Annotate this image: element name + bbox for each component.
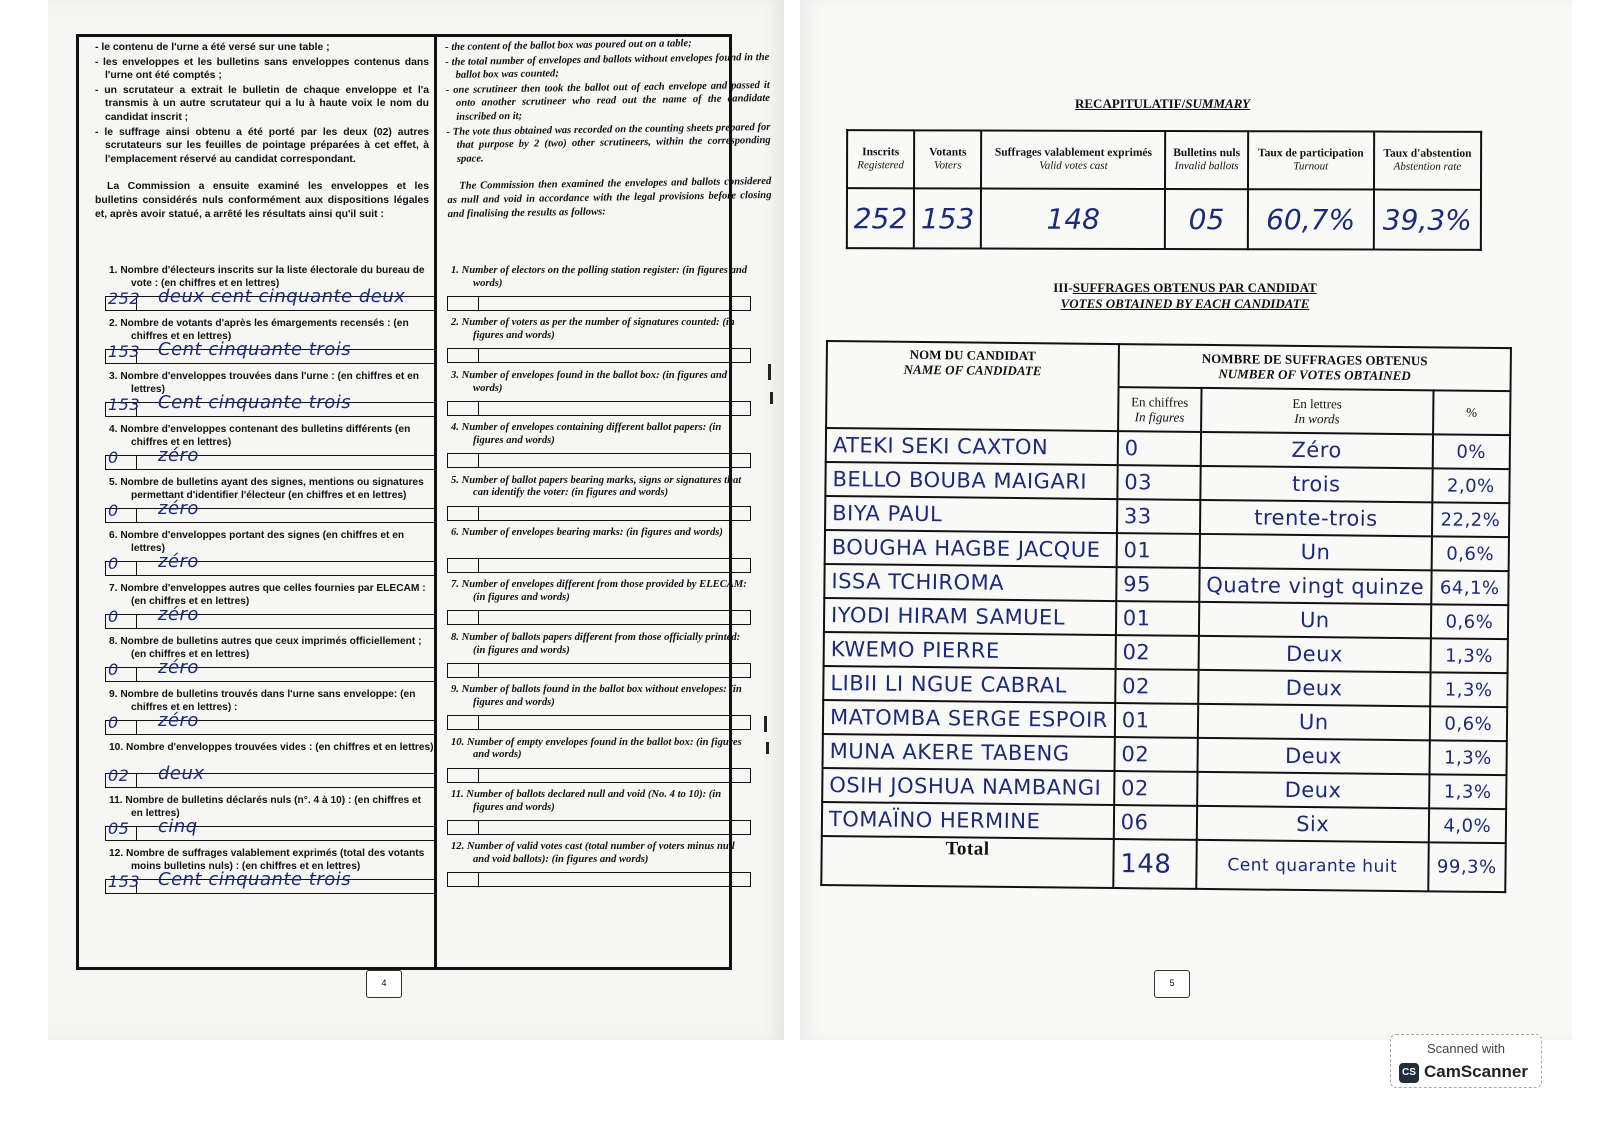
candidate-votes-words: Quatre vingt quinze xyxy=(1199,568,1431,604)
candidate-votes-words: Deux xyxy=(1198,636,1430,672)
answer-box xyxy=(447,663,751,678)
candidate-name: LIBII LI NGUE CABRAL xyxy=(823,666,1115,703)
french-bullet: - les enveloppes et les bulletins sans enveloppes contenus dans l'urne ont été comptés ; xyxy=(95,56,429,82)
page-number: 4 xyxy=(366,970,402,998)
candidate-votes-figures: 01 xyxy=(1115,703,1198,738)
french-item-label: 6. Nombre d'enveloppes portant des signes (en chiffres et en lettres) xyxy=(109,530,405,554)
english-item xyxy=(451,475,751,523)
summary-header: Inscrits Registered xyxy=(847,130,914,188)
total-label: Total xyxy=(821,836,1113,888)
english-item xyxy=(451,370,751,418)
candidate-votes-figures: 33 xyxy=(1117,499,1200,534)
total-row xyxy=(821,836,1505,892)
candidate-name: BIYA PAUL xyxy=(825,496,1117,533)
french-item-label: 3. Nombre d'enveloppes trouvées dans l'urne : (en chiffres et en lettres) xyxy=(109,371,419,395)
summary-value-valid-votes: 148 xyxy=(981,189,1165,249)
french-item-label: 5. Nombre de bulletins ayant des signes, mentions ou signatures permettant d'identifier l'électeur (en chiffres et en lettres) xyxy=(109,477,424,501)
english-item xyxy=(451,422,751,470)
summary-value-abstention: 39,3% xyxy=(1374,190,1481,250)
words-column-header: En lettres In words xyxy=(1201,387,1433,434)
summary-title-fr: RECAPITULATIF/ xyxy=(1075,96,1186,111)
handwritten-words: zéro xyxy=(158,445,199,466)
answer-box-figure-cell xyxy=(448,559,479,572)
french-item xyxy=(109,477,435,525)
candidate-votes-words: Deux xyxy=(1198,670,1430,706)
english-item-label: 8. Number of ballots papers different from those officially printed: (in figures and words) xyxy=(451,631,741,656)
handwritten-words: zéro xyxy=(158,710,199,731)
english-item xyxy=(451,789,751,837)
french-item xyxy=(109,583,435,631)
handwritten-figures: 252 xyxy=(108,289,141,308)
handwritten-figures: 0 xyxy=(108,448,119,467)
candidate-votes-words: Deux xyxy=(1197,772,1429,808)
french-item xyxy=(109,318,435,366)
summary-header-row xyxy=(847,130,1481,190)
handwritten-figures: 0 xyxy=(108,607,119,626)
candidate-votes-percent: 2,0% xyxy=(1432,468,1510,503)
answer-box xyxy=(105,657,435,682)
english-item-label: 9. Number of ballots found in the ballot box without envelopes: (in figures and words) xyxy=(451,684,742,708)
summary-header: Votants Voters xyxy=(914,130,981,188)
total-percent: 99,3% xyxy=(1428,842,1506,892)
handwritten-figures: 0 xyxy=(108,501,119,520)
french-item xyxy=(109,689,435,737)
answer-box xyxy=(105,816,435,841)
handwritten-figures: 05 xyxy=(108,819,130,838)
english-column xyxy=(445,36,772,222)
answer-box-figure-cell xyxy=(448,873,479,886)
answer-box-figure-cell xyxy=(448,716,479,729)
french-item-label: 10. Nombre d'enveloppes trouvées vides : (en chiffres et en lettres) xyxy=(109,742,434,753)
summary-value-invalid-ballots: 05 xyxy=(1165,189,1247,249)
handwritten-words: zéro xyxy=(158,657,199,678)
english-bullet: - the total number of envelopes and ballots without envelopes found in the ballot box was counted; xyxy=(445,51,770,82)
french-column xyxy=(95,41,429,222)
handwritten-figures: 153 xyxy=(108,395,141,414)
answer-box xyxy=(447,296,751,311)
candidate-votes-words: Un xyxy=(1198,704,1430,740)
candidate-votes-figures: 02 xyxy=(1114,737,1197,772)
candidate-name: KWEMO PIERRE xyxy=(824,632,1116,669)
section-number: III- xyxy=(1053,280,1073,295)
english-item xyxy=(451,841,751,889)
answer-box xyxy=(447,872,751,887)
candidate-votes-figures: 02 xyxy=(1114,771,1197,806)
english-item xyxy=(451,632,751,680)
candidate-votes-words: Un xyxy=(1200,534,1432,570)
page-number: 5 xyxy=(1154,970,1190,998)
candidate-name: MUNA AKERE TABENG xyxy=(823,734,1115,771)
summary-header: Bulletins nuls Invalid ballots xyxy=(1165,131,1247,189)
summary-header: Suffrages valablement exprimés Valid votes cast xyxy=(981,131,1165,189)
french-item xyxy=(109,742,435,790)
french-item-label: 11. Nombre de bulletins déclarés nuls (n°. 4 à 10) : (en chiffres et en lettres) xyxy=(109,795,422,819)
candidate-name: ISSA TCHIROMA xyxy=(824,564,1116,601)
candidate-votes-figures: 02 xyxy=(1115,635,1198,670)
candidate-name: TOMAÏNO HERMINE xyxy=(822,802,1114,839)
camscanner-badge xyxy=(1390,1034,1542,1088)
candidate-votes-percent: 4,0% xyxy=(1428,808,1506,843)
answer-box-figure-cell xyxy=(448,821,479,834)
french-bullet: - le contenu de l'urne a été versé sur une table ; xyxy=(95,42,330,53)
handwritten-words: deux xyxy=(158,763,205,784)
answer-box-figure-cell xyxy=(448,664,479,677)
candidate-votes-words: trois xyxy=(1200,466,1432,502)
handwritten-figures: 0 xyxy=(108,660,119,679)
french-item-label: 8. Nombre de bulletins autres que ceux imprimés officiellement ; (en chiffres et en lettres) xyxy=(109,636,422,660)
candidate-votes-percent: 1,3% xyxy=(1429,774,1507,809)
french-bullet: - le suffrage ainsi obtenu a été porté par les deux (02) autres scrutateurs sur les feuilles de pointage préparées à cet effet, à l'emplacement réservé au candidat correspondant. xyxy=(95,126,429,165)
answer-box xyxy=(447,348,751,363)
candidate-votes-percent: 1,3% xyxy=(1430,638,1508,673)
answer-box xyxy=(105,869,435,894)
answer-box xyxy=(447,768,751,783)
summary-values-row xyxy=(847,188,1481,250)
answer-box-figure-cell xyxy=(448,297,479,310)
summary-table xyxy=(846,129,1482,251)
handwritten-words: Cent cinquante trois xyxy=(158,869,352,890)
binding-mark xyxy=(764,716,767,732)
scanned-with-label: Scanned with xyxy=(1426,1041,1506,1056)
percent-column-header: % xyxy=(1433,390,1511,435)
answer-box xyxy=(105,445,435,470)
handwritten-figures: 02 xyxy=(108,766,130,785)
candidate-votes-figures: 95 xyxy=(1116,567,1199,602)
english-item-label: 10. Number of empty envelopes found in the ballot box: (in figures and words) xyxy=(451,736,742,761)
candidate-rows xyxy=(822,428,1510,843)
left-page xyxy=(48,0,784,1040)
candidate-votes-words: Six xyxy=(1197,806,1429,842)
answer-box xyxy=(105,392,435,417)
candidate-votes-percent: 0,6% xyxy=(1431,536,1509,571)
french-bullet: - un scrutateur a extrait le bulletin de chaque enveloppe et l'a transmis à un autre scrutateur qui a lu à haute voix le nom du candidat inscrit ; xyxy=(95,84,429,123)
french-item xyxy=(109,530,435,578)
candidate-votes-words: Zéro xyxy=(1201,432,1433,468)
french-item-label: 7. Nombre d'enveloppes autres que celles fournies par ELECAM : (en chiffres et en lettres) xyxy=(109,583,426,607)
french-item-label: 12. Nombre de suffrages valablement exprimés (total des votants moins bulletins nuls) : (en chiffres et en lettres) xyxy=(109,848,425,872)
french-item-label: 4. Nombre d'enveloppes contenant des bulletins différents (en chiffres et en lettres) xyxy=(109,424,411,448)
english-item-label: 11. Number of ballots declared null and void (No. 4 to 10): (in figures and words) xyxy=(451,789,722,813)
english-item-label: 4. Number of envelopes containing different ballot papers: (in figures and words) xyxy=(451,422,722,446)
candidate-votes-words: trente-trois xyxy=(1200,500,1432,536)
candidate-name: IYODI HIRAM SAMUEL xyxy=(824,598,1116,635)
french-item xyxy=(109,265,435,313)
english-item xyxy=(451,527,751,575)
camscanner-logo-icon: CS xyxy=(1399,1063,1419,1083)
answer-box xyxy=(447,820,751,835)
handwritten-figures: 0 xyxy=(108,713,119,732)
english-item-label: 6. Number of envelopes bearing marks: (in figures and words) xyxy=(451,527,723,538)
french-bullets xyxy=(95,41,429,166)
french-item xyxy=(109,795,435,843)
candidate-votes-figures: 06 xyxy=(1114,805,1197,840)
answer-box xyxy=(105,604,435,629)
french-item xyxy=(109,371,435,419)
camscanner-name: CamScanner xyxy=(1424,1062,1528,1081)
candidate-name: BOUGHA HAGBE JACQUE xyxy=(825,530,1117,567)
handwritten-figures: 0 xyxy=(108,554,119,573)
candidate-votes-figures: 01 xyxy=(1116,601,1199,636)
left-page-frame xyxy=(76,34,772,970)
answer-box-figure-cell xyxy=(448,402,479,415)
candidate-votes-words: Deux xyxy=(1197,738,1429,774)
candidate-votes-figures: 01 xyxy=(1116,533,1199,568)
candidate-name: BELLO BOUBA MAIGARI xyxy=(825,462,1117,499)
binding-mark xyxy=(768,364,771,380)
handwritten-words: Cent cinquante trois xyxy=(158,339,352,360)
answer-box xyxy=(105,551,435,576)
handwritten-words: cinq xyxy=(158,816,198,837)
binding-mark xyxy=(770,392,773,404)
summary-title xyxy=(1075,96,1250,112)
answer-box xyxy=(447,401,751,416)
answer-box xyxy=(447,715,751,730)
english-item-label: 3. Number of envelopes found in the ballot box: (in figures and words) xyxy=(451,369,728,394)
english-bullet: - one scrutineer then took the ballot out of each envelope and passed it onto another scrutineer who read out the name of the candidate inscribed on it; xyxy=(445,79,771,123)
english-bullet: - the content of the ballot box was poured out on a table; xyxy=(445,38,692,53)
handwritten-words: zéro xyxy=(158,604,199,625)
answer-box-figure-cell xyxy=(448,454,479,467)
total-words: Cent quarante huit xyxy=(1196,840,1428,891)
english-item-label: 1. Number of electors on the polling station register: (in figures and words) xyxy=(451,265,748,289)
candidate-votes-percent: 0% xyxy=(1432,434,1510,469)
english-paragraph: The Commission then examined the envelopes and ballots considered as null and void in accordance with the legal provisions before closing and finalising the results as follows: xyxy=(447,176,772,220)
french-item xyxy=(109,424,435,472)
handwritten-figures: 153 xyxy=(108,872,141,891)
votes-title-en: VOTES OBTAINED BY EACH CANDIDATE xyxy=(1060,296,1310,311)
candidate-name: OSIH JOSHUA NAMBANGI xyxy=(822,768,1114,805)
candidate-votes-figures: 0 xyxy=(1117,431,1200,466)
answer-box xyxy=(447,610,751,625)
answer-box-figure-cell xyxy=(448,769,479,782)
votes-header-row xyxy=(827,341,1511,391)
handwritten-figures: 153 xyxy=(108,342,141,361)
answer-box xyxy=(447,506,751,521)
english-bullet: - The vote thus obtained was recorded on the counting sheets prepared for that purpose by 2 (two) other scrutineers, within the corresponding space. xyxy=(446,121,771,165)
candidate-votes-figures: 02 xyxy=(1115,669,1198,704)
handwritten-words: zéro xyxy=(158,551,199,572)
summary-value-voters: 153 xyxy=(914,188,981,248)
english-bullets xyxy=(445,36,771,166)
binding-mark xyxy=(766,742,769,754)
summary-header: Taux d'abstention Abstention rate xyxy=(1374,132,1481,190)
french-item-label: 1. Nombre d'électeurs inscrits sur la liste électorale du bureau de vote : (en chiffres et en lettres) xyxy=(109,265,425,289)
french-item-label: 2. Nombre de votants d'après les émargements recensés : (en chiffres et en lettres) xyxy=(109,318,409,342)
french-item-label: 9. Nombre de bulletins trouvés dans l'urne sans enveloppe: (en chiffres et en lettres) : xyxy=(109,689,416,713)
english-item xyxy=(451,265,751,313)
english-item-label: 5. Number of ballot papers bearing marks, signs or signatures that can identify the voter: (in figures and words) xyxy=(451,474,742,499)
votes-section-title xyxy=(1040,280,1330,312)
answer-box xyxy=(105,339,435,364)
candidate-votes-percent: 0,6% xyxy=(1429,706,1507,741)
answer-box-figure-cell xyxy=(448,507,479,520)
answer-box xyxy=(105,710,435,735)
french-item xyxy=(109,636,435,684)
answer-box xyxy=(447,558,751,573)
candidate-votes-percent: 0,6% xyxy=(1431,604,1509,639)
french-paragraph: La Commission a ensuite examiné les enveloppes et les bulletins considérés nuls conformément aux dispositions légales et, après avoir statué, a arrêté les résultats ainsi qu'il suit : xyxy=(95,181,429,220)
answer-box xyxy=(447,453,751,468)
candidate-votes-percent: 1,3% xyxy=(1429,740,1507,775)
candidate-name: MATOMBA SERGE ESPOIR xyxy=(823,700,1115,737)
english-item xyxy=(451,579,751,627)
answer-box xyxy=(105,286,435,311)
figures-column-header: En chiffres In figures xyxy=(1118,387,1202,432)
answer-box-figure-cell xyxy=(448,611,479,624)
handwritten-words: zéro xyxy=(158,498,199,519)
french-item xyxy=(109,848,435,896)
candidate-column-header: NOM DU CANDIDAT NAME OF CANDIDATE xyxy=(826,341,1119,431)
answer-box-figure-cell xyxy=(448,349,479,362)
candidate-votes-percent: 1,3% xyxy=(1430,672,1508,707)
candidate-votes-percent: 22,2% xyxy=(1432,502,1510,537)
english-item-label: 2. Number of voters as per the number of signatures counted: (in figures and words) xyxy=(451,317,735,342)
votes-table xyxy=(820,340,1512,893)
votes-column-header: NOMBRE DE SUFFRAGES OBTENUS NUMBER OF VOTES OBTAINED xyxy=(1118,344,1511,391)
summary-value-registered: 252 xyxy=(847,188,914,248)
english-item-label: 7. Number of envelopes different from those provided by ELECAM: (in figures and words) xyxy=(451,579,747,604)
total-figures: 148 xyxy=(1113,839,1197,889)
candidate-votes-percent: 64,1% xyxy=(1431,570,1509,605)
summary-value-turnout: 60,7% xyxy=(1248,189,1374,249)
english-item xyxy=(451,684,751,732)
candidate-name: ATEKI SEKI CAXTON xyxy=(826,428,1118,465)
answer-box xyxy=(105,498,435,523)
summary-header: Taux de participation Turnout xyxy=(1248,131,1374,189)
votes-title-fr: SUFFRAGES OBTENUS PAR CANDIDAT xyxy=(1072,280,1317,295)
candidate-votes-figures: 03 xyxy=(1117,465,1200,500)
handwritten-words: deux cent cinquante deux xyxy=(158,286,406,307)
answer-box xyxy=(105,763,435,788)
handwritten-words: Cent cinquante trois xyxy=(158,392,352,413)
english-item xyxy=(451,317,751,365)
english-item-label: 12. Number of valid votes cast (total number of voters minus null and void ballots): (in figures and words) xyxy=(451,841,735,866)
candidate-votes-words: Un xyxy=(1199,602,1431,638)
summary-title-en: SUMMARY xyxy=(1185,96,1251,111)
english-item xyxy=(451,737,751,785)
